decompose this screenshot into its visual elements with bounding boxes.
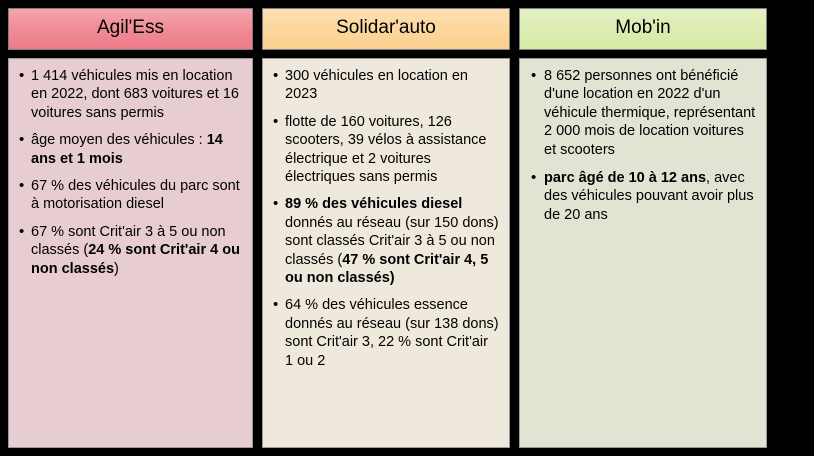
bullet-list-mobin bbox=[526, 67, 756, 224]
list-item bbox=[544, 169, 756, 224]
bullet-list-solidarauto bbox=[269, 67, 499, 370]
bullet-list-agiless bbox=[15, 67, 242, 278]
list-item bbox=[544, 67, 756, 159]
bullet-text: ) bbox=[114, 260, 119, 277]
list-item bbox=[285, 67, 499, 104]
bullet-text: âge moyen des véhicules : bbox=[31, 132, 207, 149]
bullet-text-bold: 47 % sont Crit'air 4, 5 ou non classés) bbox=[285, 251, 489, 286]
card-mobin bbox=[519, 8, 767, 448]
bullet-text: 8 652 personnes ont bénéficié d'une location en 2022 d'un véhicule thermique, représentant 2 000 mois de location voitures et scooters bbox=[544, 67, 756, 158]
list-item bbox=[285, 195, 499, 287]
card-body-solidarauto bbox=[262, 58, 510, 448]
bullet-text-bold: 14 ans et 1 mois bbox=[31, 132, 223, 167]
list-item bbox=[31, 177, 242, 214]
bullet-text: 300 véhicules en location en 2023 bbox=[285, 67, 468, 103]
bullet-text: donnés au réseau (sur 150 dons) sont classés Crit'air 3 à 5 ou non classés ( bbox=[285, 214, 499, 268]
bullet-text: 64 % des véhicules essence donnés au réseau (sur 138 dons) sont Crit'air 3, 22 % sont Crit'air 1 ou 2 bbox=[285, 297, 499, 369]
bullet-text: flotte de 160 voitures, 126 scooters, 39 vélos à assistance électrique et 2 voitures électriques sans permis bbox=[285, 113, 487, 185]
card-solidarauto bbox=[262, 8, 510, 448]
list-item bbox=[31, 67, 242, 122]
list-item bbox=[31, 131, 242, 168]
card-title-solidarauto: Solidar'auto bbox=[262, 8, 510, 50]
bullet-text: 67 % sont Crit'air 3 à 5 ou non classés ( bbox=[31, 223, 226, 259]
card-body-agiless bbox=[8, 58, 253, 448]
bullet-text: 67 % des véhicules du parc sont à motorisation diesel bbox=[31, 177, 240, 213]
list-item bbox=[31, 223, 242, 278]
card-agiless bbox=[8, 8, 253, 448]
list-item bbox=[285, 113, 499, 187]
card-title-mobin: Mob'in bbox=[519, 8, 767, 50]
bullet-text-bold: 24 % sont Crit'air 4 ou non classés bbox=[31, 242, 240, 277]
card-title-agiless: Agil'Ess bbox=[8, 8, 253, 50]
bullet-text: , avec des véhicules pouvant avoir plus de 20 ans bbox=[544, 169, 754, 223]
list-item bbox=[285, 296, 499, 370]
bullet-text: 1 414 véhicules mis en location en 2022, dont 683 voitures et 16 voitures sans permis bbox=[31, 67, 239, 121]
bullet-text-bold: parc âgé de 10 à 12 ans bbox=[544, 169, 707, 186]
bullet-text-bold: 89 % des véhicules diesel bbox=[285, 196, 463, 213]
card-body-mobin bbox=[519, 58, 767, 448]
